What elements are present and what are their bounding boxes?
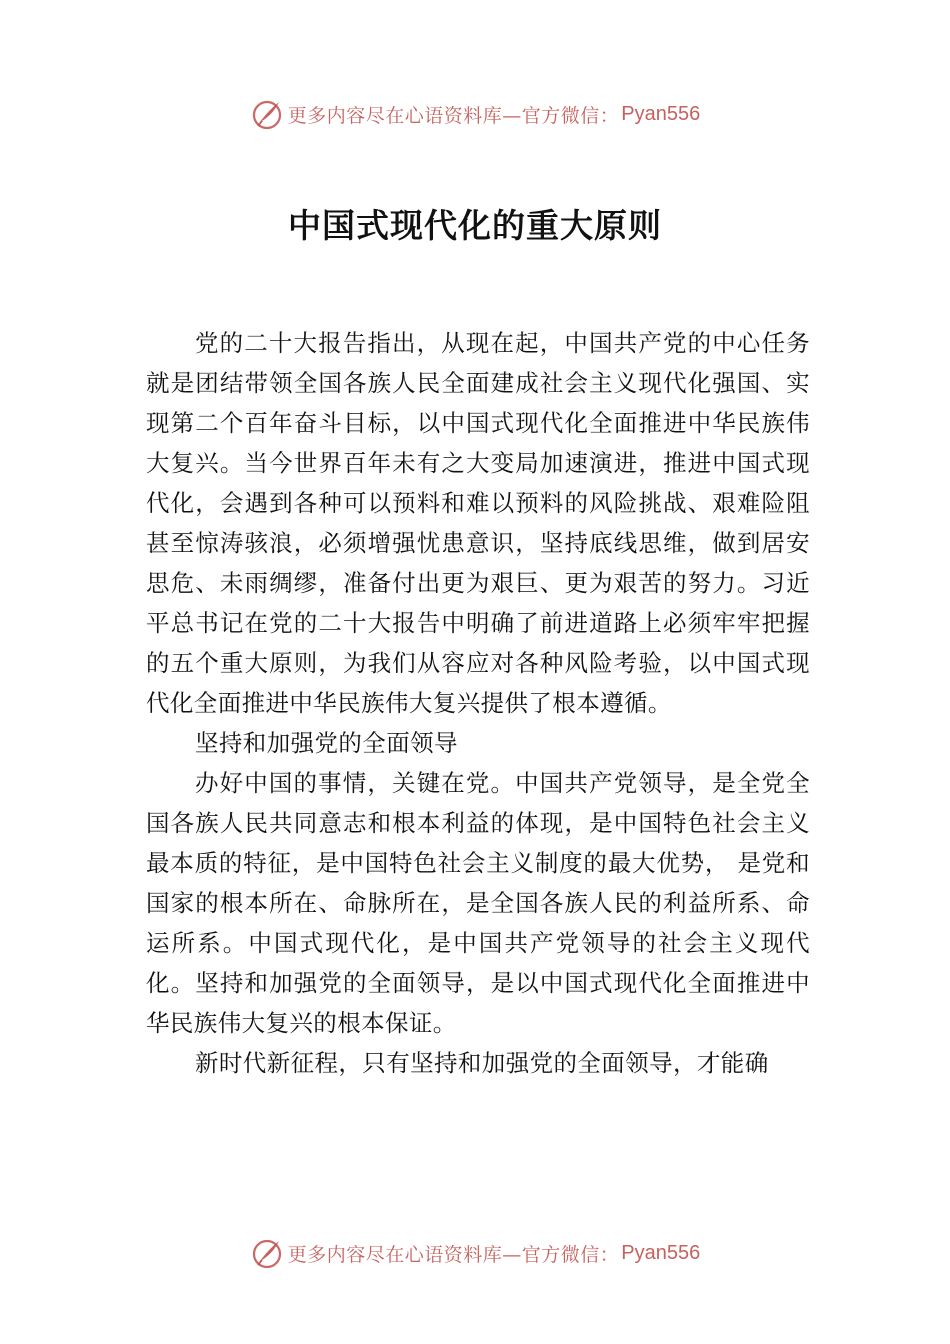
header-watermark xyxy=(0,94,950,134)
section-heading: 坚持和加强党的全面领导 xyxy=(195,729,458,757)
quill-logo-icon xyxy=(250,1236,284,1270)
watermark-handle: Pyan556 xyxy=(621,1241,701,1264)
paragraph-party-leadership: 办好中国的事情，关键在党。中国共产党领导，是全党全国各族人民共同意志和根本利益的体现，是中国特色社会主义最本质的特征，是中国特色社会主义制度的最大优势， 是党和国家的根本所在、命脉所在，是全国各族人民的利益所系、命运所系。中国式现代化，是中国共产党领导的社会主义现代化。坚持和加强党的全面领导，是以中国式现代化全面推进中华民族伟大复兴的根本保证。 xyxy=(146,769,810,1037)
watermark-handle: Pyan556 xyxy=(621,102,701,125)
paragraph-intro: 党的二十大报告指出，从现在起，中国共产党的中心任务就是团结带领全国各族人民全面建成社会主义现代化强国、实现第二个百年奋斗目标，以中国式现代化全面推进中华民族伟大复兴。当今世界百年未有之大变局加速演进，推进中国式现代化，会遇到各种可以预料和难以预料的风险挑战、艰难险阻甚至惊涛骇浪，必须增强忧患意识，坚持底线思维，做到居安思危、未雨绸缪，准备付出更为艰巨、更为艰苦的努力。习近平总书记在党的二十大报告中明确了前进道路上必须牢牢把握的五个重大原则，为我们从容应对各种风险考验，以中国式现代化全面推进中华民族伟大复兴提供了根本遵循。 xyxy=(146,329,810,717)
document-title: 中国式现代化的重大原则 xyxy=(288,206,662,245)
document-body xyxy=(146,323,810,1083)
watermark-text: 更多内容尽在心语资料库—官方微信： xyxy=(287,104,620,127)
paragraph-new-era: 新时代新征程，只有坚持和加强党的全面领导，才能确 xyxy=(195,1049,769,1077)
watermark-text: 更多内容尽在心语资料库—官方微信： xyxy=(287,1243,620,1266)
quill-logo-icon xyxy=(250,97,284,131)
footer-watermark xyxy=(0,1233,950,1273)
